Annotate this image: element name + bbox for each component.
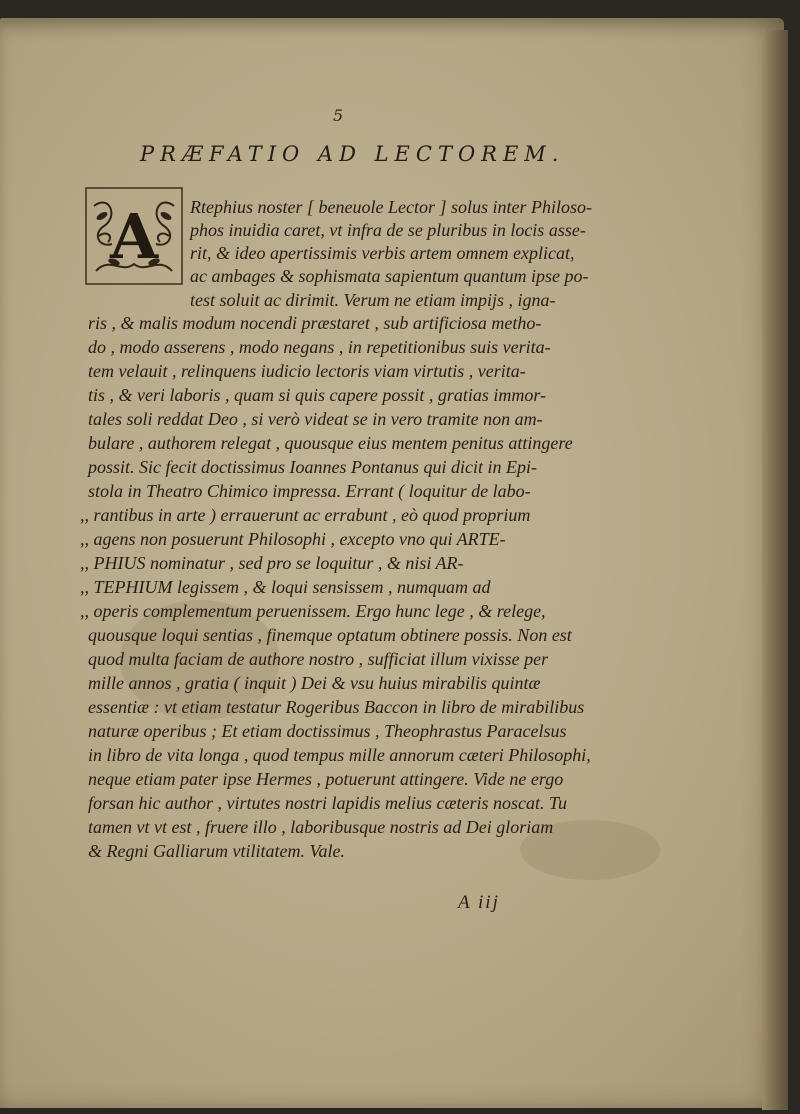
text-line: tamen vt vt est , fruere illo , laboribusque nostris ad Dei gloriam: [88, 817, 554, 837]
text-line: forsan hic author , virtutes nostri lapidis melius cæteris noscat. Tu: [88, 793, 568, 813]
text-line: neque etiam pater ipse Hermes , potuerunt attingere. Vide ne ergo: [88, 769, 564, 789]
text-line: tis , & veri laboris , quam si quis capere possit , gratias immor-: [88, 385, 546, 405]
page-heading: PRÆFATIO AD LECTOREM.: [140, 142, 565, 166]
text-line: essentiæ : vt etiam testatur Rogeribus Baccon in libro de mirabilibus: [88, 697, 585, 717]
text-line: naturæ operibus ; Et etiam doctissimus , Theophrastus Paracelsus: [88, 721, 567, 741]
text-line: do , modo asserens , modo negans , in repetitionibus suis verita-: [88, 337, 551, 357]
text-line: ris , & malis modum nocendi præstaret , sub artificiosa metho-: [88, 313, 542, 333]
decorated-initial: [84, 186, 184, 286]
text-line: quod multa faciam de authore nostro , sufficiat illum vixisse per: [88, 649, 549, 669]
text-line: test soluit ac dirimit. Verum ne etiam impijs , igna-: [190, 290, 556, 310]
text-line: tales soli reddat Deo , si verò videat se in vero tramite non am-: [88, 409, 543, 429]
page-number: 5: [333, 106, 344, 125]
initial-letter: A: [109, 200, 159, 273]
text-line: & Regni Galliarum vtilitatem. Vale.: [88, 841, 345, 861]
text-line: stola in Theatro Chimico impressa. Errant ( loquitur de labo-: [88, 481, 531, 501]
text-line: ,, operis complementum peruenissem. Ergo hunc lege , & relege,: [80, 601, 546, 621]
text-line: Rtephius noster [ beneuole Lector ] solus inter Philoso-: [190, 197, 592, 217]
text-line: ,, PHIUS nominatur , sed pro se loquitur , & nisi AR-: [80, 553, 464, 573]
text-line: rit, & ideo apertissimis verbis artem omnem explicat,: [190, 243, 575, 263]
text-line: phos inuidia caret, vt infra de se pluribus in locis asse-: [190, 220, 586, 240]
text-line: tem velauit , relinquens iudicio lectoris viam virtutis , verita-: [88, 361, 526, 381]
text-line: ,, TEPHIUM legissem , & loqui sensissem , numquam ad: [80, 577, 491, 597]
text-line: ,, agens non posuerunt Philosophi , excepto vno qui ARTE-: [80, 529, 506, 549]
text-line: ,, rantibus in arte ) errauerunt ac errabunt , eò quod proprium: [80, 505, 531, 525]
text-line: possit. Sic fecit doctissimus Ioannes Pontanus qui dicit in Epi-: [88, 457, 537, 477]
signature-mark: A iij: [458, 892, 500, 913]
page-edge: [762, 30, 788, 1110]
text-line: quousque loqui sentias , finemque optatum obtinere possis. Non est: [88, 625, 572, 645]
text-line: ac ambages & sophismata sapientum quantum ipse po-: [190, 266, 589, 286]
text-line: in libro de vita longa , quod tempus mille annorum cæteri Philosophi,: [88, 745, 591, 765]
text-line: bulare , authorem relegat , quousque eius mentem penitus attingere: [88, 433, 573, 453]
text-line: mille annos , gratia ( inquit ) Dei & vsu huius mirabilis quintæ: [88, 673, 541, 693]
